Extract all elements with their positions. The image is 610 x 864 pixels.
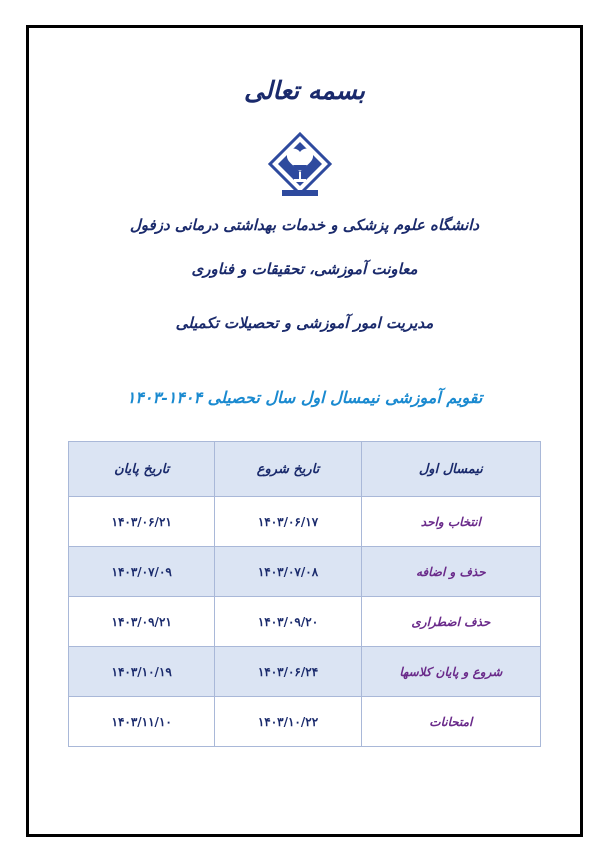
table-row xyxy=(69,597,541,647)
end-date: ۱۴۰۳/۰۹/۲۱ xyxy=(69,597,215,647)
end-date: ۱۴۰۳/۱۰/۱۹ xyxy=(69,647,215,697)
table-row xyxy=(69,697,541,747)
basmala-heading: بسمه تعالی xyxy=(244,76,365,105)
start-date: ۱۴۰۳/۰۶/۱۷ xyxy=(215,497,361,547)
calendar-title: تقویم آموزشی نیمسال اول سال تحصیلی ۱۴۰۴-۱۴۰۳ xyxy=(126,388,483,407)
vice-chancellor-name: معاونت آموزشی، تحقیقات و فناوری xyxy=(191,260,418,278)
end-date: ۱۴۰۳/۰۶/۲۱ xyxy=(69,497,215,547)
table-row xyxy=(69,497,541,547)
event-name: امتحانات xyxy=(361,697,540,747)
event-name: حذف و اضافه xyxy=(361,547,540,597)
university-name: دانشگاه علوم پزشکی و خدمات بهداشتی درمانی دزفول xyxy=(129,216,480,234)
schedule-table xyxy=(68,441,541,747)
end-date: ۱۴۰۳/۱۱/۱۰ xyxy=(69,697,215,747)
start-date: ۱۴۰۳/۰۶/۲۴ xyxy=(215,647,361,697)
table-row xyxy=(69,547,541,597)
department-name: مدیریت امور آموزشی و تحصیلات تکمیلی xyxy=(175,314,434,332)
header-semester: نیمسال اول xyxy=(361,442,540,497)
end-date: ۱۴۰۳/۰۷/۰۹ xyxy=(69,547,215,597)
page-border xyxy=(26,25,583,837)
table-row xyxy=(69,647,541,697)
start-date: ۱۴۰۳/۱۰/۲۲ xyxy=(215,697,361,747)
event-name: حذف اضطراری xyxy=(361,597,540,647)
start-date: ۱۴۰۳/۰۹/۲۰ xyxy=(215,597,361,647)
event-name: شروع و پایان کلاسها xyxy=(361,647,540,697)
event-name: انتخاب واحد xyxy=(361,497,540,547)
start-date: ۱۴۰۳/۰۷/۰۸ xyxy=(215,547,361,597)
university-emblem-icon xyxy=(268,132,332,200)
header-start-date: تاریخ شروع xyxy=(215,442,361,497)
table-header-row xyxy=(69,442,541,497)
header-end-date: تاریخ پایان xyxy=(69,442,215,497)
